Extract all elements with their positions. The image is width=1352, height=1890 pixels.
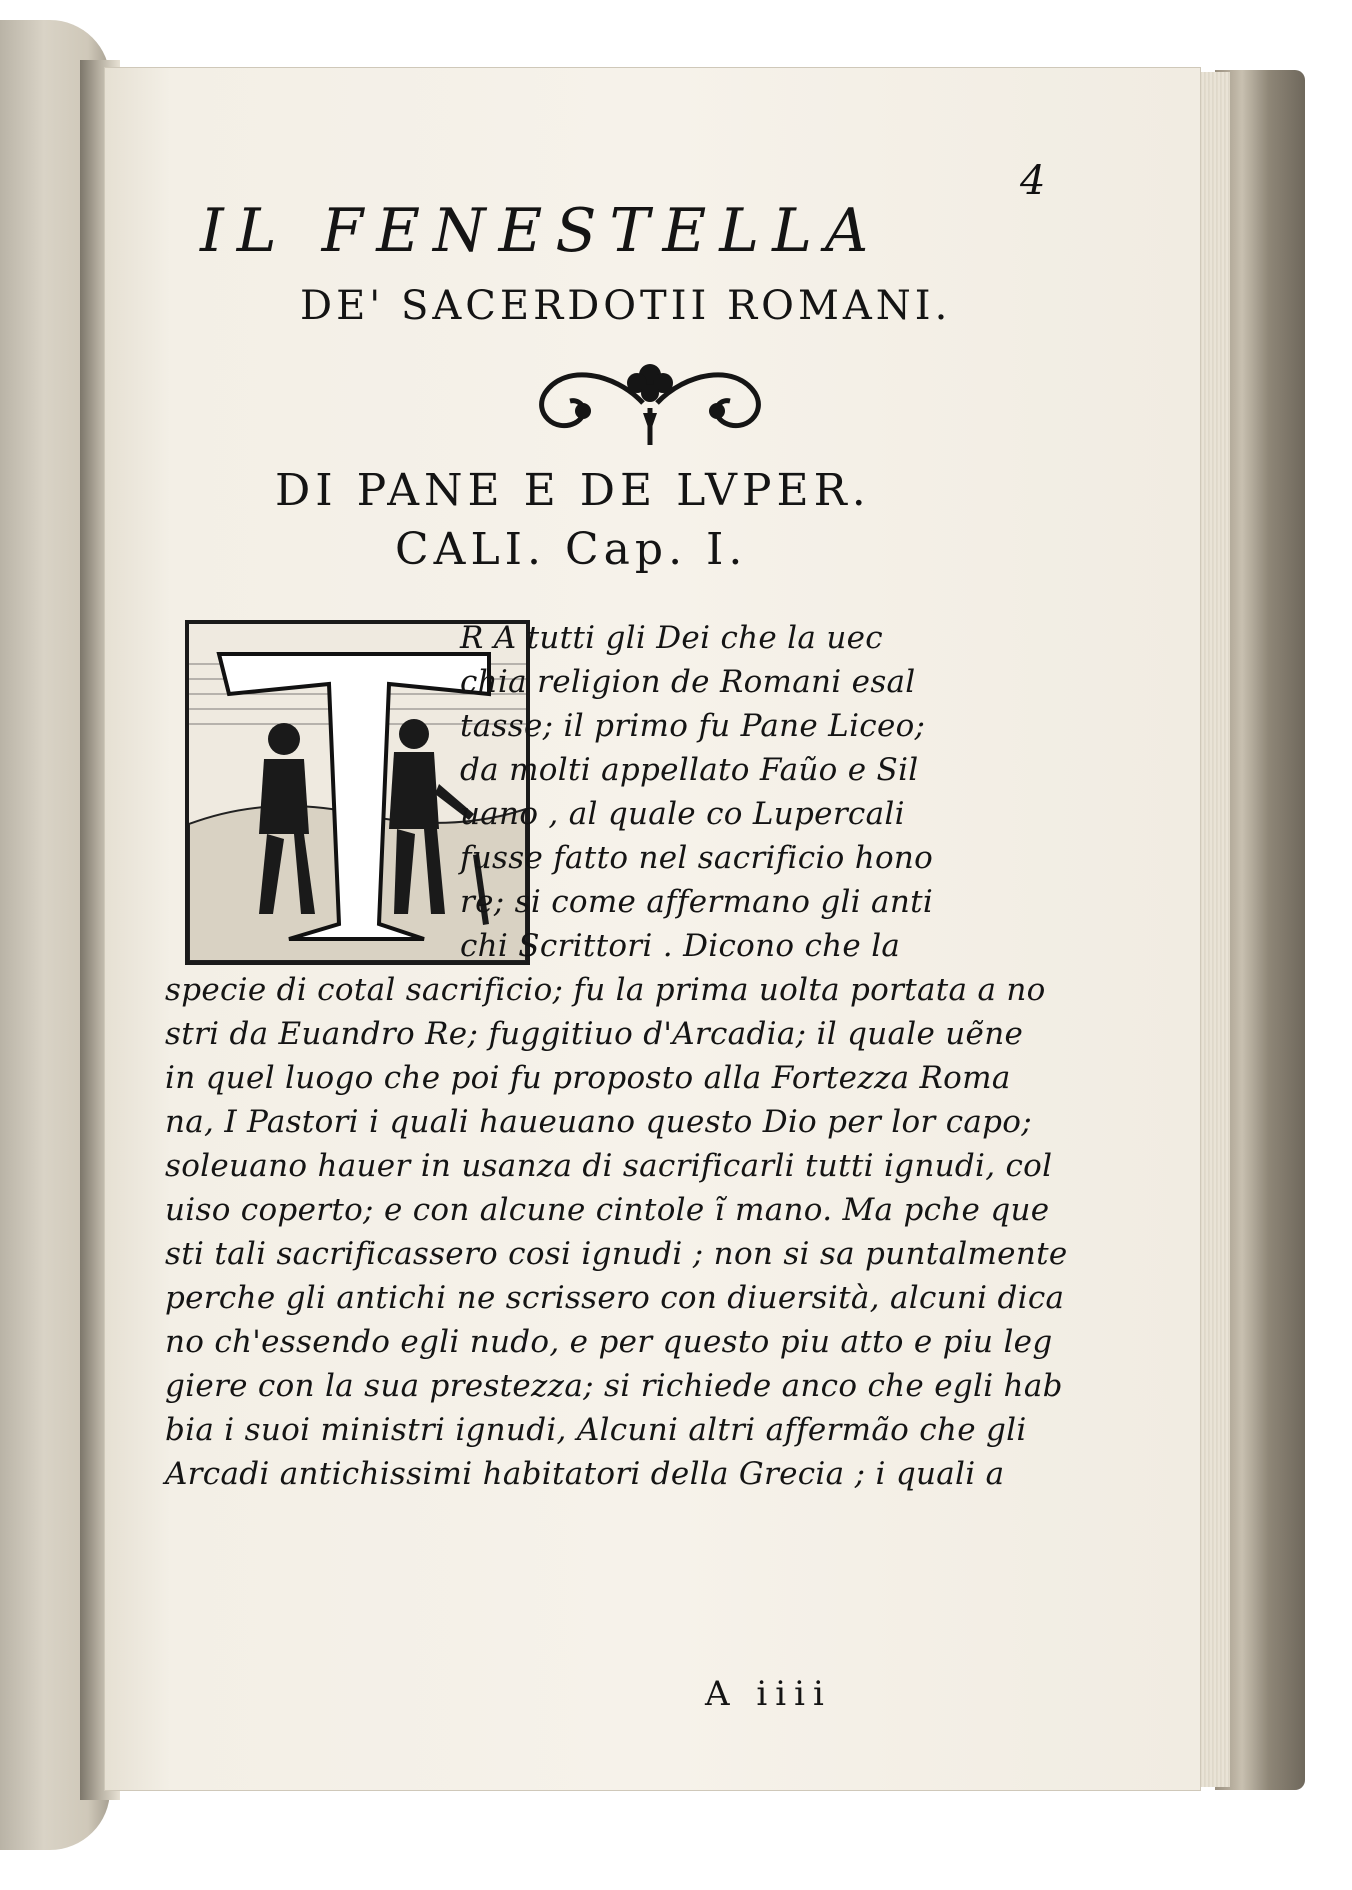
book-page: [105, 68, 1200, 1790]
text-line: no ch'essendo egli nudo, e per questo piu atto e piu leg: [165, 1324, 1053, 1360]
text-line: soleuano hauer in usanza di sacrificarli tutti ignudi, col: [165, 1148, 1053, 1184]
chapter-title: DI PANE E DE LVPER.: [275, 465, 871, 516]
text-line: re; si come affermano gli anti: [460, 884, 934, 920]
text-line: specie di cotal sacrificio; fu la prima uolta portata a no: [165, 972, 1046, 1008]
chapter-subtitle: CALI. Cap. I.: [395, 524, 748, 575]
folio-number: 4: [1020, 158, 1046, 204]
text-line: perche gli antichi ne scrissero con diuersità, alcuni dica: [165, 1280, 1065, 1316]
text-line: chi Scrittori . Dicono che la: [460, 928, 901, 964]
subtitle: DE' SACERDOTII ROMANI.: [300, 283, 952, 329]
text-line: Arcadi antichissimi habitatori della Grecia ; i quali a: [165, 1456, 1005, 1492]
fleuron-ornament-icon: [525, 353, 775, 448]
signature-mark: A iiii: [705, 1674, 832, 1714]
text-line: da molti appellato Faũo e Sil: [460, 752, 919, 788]
text-line: tasse; il primo fu Pane Liceo;: [460, 708, 926, 744]
text-line: fusse fatto nel sacrificio hono: [460, 840, 934, 876]
text-line: in quel luogo che poi fu proposto alla Fortezza Roma: [165, 1060, 1011, 1096]
text-line: bia i suoi ministri ignudi, Alcuni altri affermão che gli: [165, 1412, 1027, 1448]
text-line: stri da Euandro Re; fuggitiuo d'Arcadia; il quale uẽne: [165, 1016, 1024, 1052]
text-line: uiso coperto; e con alcune cintole ĩ mano. Ma pche que: [165, 1192, 1050, 1228]
text-line: R A tutti gli Dei che la uec: [460, 620, 883, 656]
text-line: giere con la sua prestezza; si richiede anco che egli hab: [165, 1368, 1063, 1404]
text-line: sti tali sacrificassero cosi ignudi ; non si sa puntalmente: [165, 1236, 1068, 1272]
text-line: na, I Pastori i quali haueuano questo Dio per lor capo;: [165, 1104, 1032, 1140]
text-line: uano , al quale co Lupercali: [460, 796, 905, 832]
running-title: IL FENESTELLA: [200, 196, 882, 266]
text-line: chia religion de Romani esal: [460, 664, 916, 700]
